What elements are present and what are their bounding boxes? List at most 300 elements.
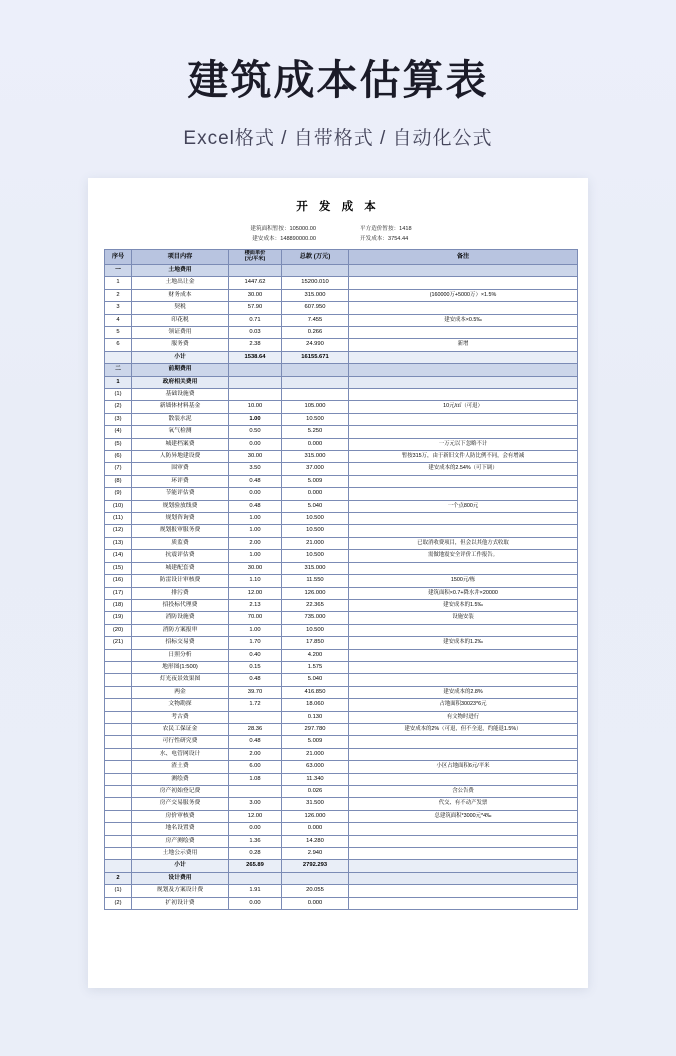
cell-no [105, 736, 132, 748]
cell-total: 18.060 [282, 699, 349, 711]
table-row[interactable] [105, 823, 578, 835]
cell-total [282, 872, 349, 884]
cell-no: (8) [105, 475, 132, 487]
cell-total: 37.000 [282, 463, 349, 475]
cell-unit: 265.89 [229, 860, 282, 872]
cell-item: 环评费 [132, 475, 229, 487]
cell-total: 607.950 [282, 302, 349, 314]
header-no: 序号 [105, 250, 132, 265]
cell-no [105, 748, 132, 760]
cell-no: (3) [105, 413, 132, 425]
cell-item: 抗震评估费 [132, 550, 229, 562]
cell-no [105, 860, 132, 872]
cell-item: 消防设施费 [132, 612, 229, 624]
cell-total: 7.455 [282, 314, 349, 326]
cell-no: (7) [105, 463, 132, 475]
table-row[interactable] [105, 376, 578, 388]
cell-remark: 总建筑面积*3000元*4‰ [349, 810, 578, 822]
cell-item: 质监费 [132, 537, 229, 549]
cell-unit [229, 786, 282, 798]
header-unit-sub: (元/平米) [244, 255, 266, 262]
table-row[interactable] [105, 401, 578, 413]
cell-total: 315.000 [282, 451, 349, 463]
cell-total [282, 376, 349, 388]
cell-item: 服务费 [132, 339, 229, 351]
cell-no [105, 699, 132, 711]
cell-item: 招投标代理费 [132, 599, 229, 611]
table-row[interactable] [105, 302, 578, 314]
cell-no: 5 [105, 326, 132, 338]
cell-total: 735.000 [282, 612, 349, 624]
table-row[interactable] [105, 413, 578, 425]
cell-remark [349, 823, 578, 835]
cell-no: 4 [105, 314, 132, 326]
table-row[interactable] [105, 761, 578, 773]
cell-no [105, 798, 132, 810]
cell-unit [229, 711, 282, 723]
cell-remark [349, 264, 578, 276]
table-row[interactable] [105, 326, 578, 338]
table-row[interactable] [105, 513, 578, 525]
cell-total [282, 389, 349, 401]
cell-remark [349, 488, 578, 500]
table-row[interactable] [105, 699, 578, 711]
cell-item: 渣土费 [132, 761, 229, 773]
cell-total: 5.009 [282, 475, 349, 487]
table-row[interactable] [105, 264, 578, 276]
cell-item: 地名设置费 [132, 823, 229, 835]
table-row[interactable] [105, 649, 578, 661]
cell-no: (6) [105, 451, 132, 463]
cell-remark: 设施安装 [349, 612, 578, 624]
cell-unit: 0.50 [229, 426, 282, 438]
cell-unit: 30.00 [229, 562, 282, 574]
cell-no: 二 [105, 364, 132, 376]
cell-unit: 12.00 [229, 587, 282, 599]
cell-remark [349, 885, 578, 897]
cell-item: 人防异地建设费 [132, 451, 229, 463]
cell-unit: 3.50 [229, 463, 282, 475]
cell-item: 房产交易服务费 [132, 798, 229, 810]
cell-no: 3 [105, 302, 132, 314]
cell-unit: 1.36 [229, 835, 282, 847]
header-remark: 备注 [349, 250, 578, 265]
table-header [105, 250, 578, 265]
header-item: 项目内容 [132, 250, 229, 265]
cell-unit: 28.36 [229, 723, 282, 735]
cell-unit: 2.38 [229, 339, 282, 351]
cell-no: 2 [105, 872, 132, 884]
cell-item: 房产测绘费 [132, 835, 229, 847]
cell-remark [349, 277, 578, 289]
cell-item: 可行性研究费 [132, 736, 229, 748]
table-row[interactable] [105, 587, 578, 599]
cell-total: 126.000 [282, 587, 349, 599]
cell-total: 17.850 [282, 637, 349, 649]
cell-total: 10.500 [282, 513, 349, 525]
cell-unit: 2.00 [229, 537, 282, 549]
cell-no [105, 773, 132, 785]
cell-remark [349, 848, 578, 860]
cell-unit: 1.70 [229, 637, 282, 649]
cell-unit: 12.00 [229, 810, 282, 822]
cell-unit: 57.90 [229, 302, 282, 314]
table-row[interactable] [105, 289, 578, 301]
cell-no: (18) [105, 599, 132, 611]
cell-unit: 70.00 [229, 612, 282, 624]
cell-remark: 建筑面积×0.7+降水井×20000 [349, 587, 578, 599]
cell-unit: 2.00 [229, 748, 282, 760]
table-row[interactable] [105, 624, 578, 636]
table-row[interactable] [105, 612, 578, 624]
cell-unit [229, 872, 282, 884]
cell-remark: 占地面积30023*6元 [349, 699, 578, 711]
cell-no: 6 [105, 339, 132, 351]
table-row[interactable] [105, 463, 578, 475]
cell-remark [349, 413, 578, 425]
table-body [105, 264, 578, 909]
cell-total: 315.000 [282, 289, 349, 301]
cell-remark [349, 513, 578, 525]
table-row[interactable] [105, 711, 578, 723]
table-row[interactable] [105, 389, 578, 401]
cell-total: 0.000 [282, 488, 349, 500]
cell-remark [349, 661, 578, 673]
cell-no: (1) [105, 389, 132, 401]
cell-item: 氧气检测 [132, 426, 229, 438]
table-row[interactable] [105, 835, 578, 847]
cell-total: 0.130 [282, 711, 349, 723]
table-row[interactable] [105, 674, 578, 686]
cell-remark: 小区占地面积6元/平米 [349, 761, 578, 773]
cell-total: 10.500 [282, 550, 349, 562]
cell-total: 2.940 [282, 848, 349, 860]
meta-unit-price: 平方造价暂按：1418 [360, 226, 412, 232]
cell-total: 315.000 [282, 562, 349, 574]
cell-item: 土地出让金 [132, 277, 229, 289]
cell-unit: 1.00 [229, 624, 282, 636]
table-row[interactable] [105, 798, 578, 810]
table-row[interactable] [105, 736, 578, 748]
cell-no [105, 351, 132, 363]
table-row[interactable] [105, 475, 578, 487]
cell-remark: 有文物时进行 [349, 711, 578, 723]
table-row[interactable] [105, 575, 578, 587]
cell-no: (4) [105, 426, 132, 438]
table-row[interactable] [105, 562, 578, 574]
cell-unit: 1.72 [229, 699, 282, 711]
cell-item: 防雷设计审核费 [132, 575, 229, 587]
cell-unit: 1.00 [229, 525, 282, 537]
cell-remark [349, 624, 578, 636]
cell-total: 10.500 [282, 624, 349, 636]
cell-item: 地形图(1:500) [132, 661, 229, 673]
cell-unit: 0.71 [229, 314, 282, 326]
cell-remark: 建安成本的2.8% [349, 686, 578, 698]
cell-item: 考古费 [132, 711, 229, 723]
cell-no: (16) [105, 575, 132, 587]
cell-total: 1.575 [282, 661, 349, 673]
cell-remark: 暂按315万，由于新旧文件人防比例不同，会有增减 [349, 451, 578, 463]
cell-total: 31.500 [282, 798, 349, 810]
cost-table[interactable] [104, 249, 578, 910]
cell-no: (2) [105, 897, 132, 909]
table-row[interactable] [105, 860, 578, 872]
cell-item: 散装水泥 [132, 413, 229, 425]
meta-building-area: 建筑面积暂按：105000.00 [250, 226, 316, 232]
cell-no: (2) [105, 401, 132, 413]
cell-item: 城建档案费 [132, 438, 229, 450]
sheet-title: 开 发 成 本 [296, 201, 380, 213]
cell-item: 灯光夜景效果图 [132, 674, 229, 686]
table-row[interactable] [105, 872, 578, 884]
spreadsheet-preview[interactable] [88, 178, 588, 988]
cell-unit: 0.40 [229, 649, 282, 661]
cell-total: 63.000 [282, 761, 349, 773]
cell-item: 测绘费 [132, 773, 229, 785]
cell-unit: 1447.62 [229, 277, 282, 289]
cell-no: (15) [105, 562, 132, 574]
cell-remark: 代交、有不动产发票 [349, 798, 578, 810]
cell-item: 政府相关费用 [132, 376, 229, 388]
table-row[interactable] [105, 277, 578, 289]
cell-remark [349, 389, 578, 401]
cell-unit: 0.48 [229, 475, 282, 487]
cell-item: 设计费用 [132, 872, 229, 884]
cell-item: 文物勘探 [132, 699, 229, 711]
table-row[interactable] [105, 810, 578, 822]
cell-unit: 1538.64 [229, 351, 282, 363]
cell-remark [349, 872, 578, 884]
table-row[interactable] [105, 364, 578, 376]
cell-remark: (160000万+5000万）×1.5% [349, 289, 578, 301]
cell-total: 0.000 [282, 897, 349, 909]
table-row[interactable] [105, 723, 578, 735]
cell-item: 节能评估费 [132, 488, 229, 500]
table-row[interactable] [105, 773, 578, 785]
cell-no [105, 835, 132, 847]
cell-total: 22.365 [282, 599, 349, 611]
cell-no: 一 [105, 264, 132, 276]
cell-total: 4.200 [282, 649, 349, 661]
table-row[interactable] [105, 438, 578, 450]
cell-remark [349, 426, 578, 438]
cell-total: 2792.293 [282, 860, 349, 872]
meta-development-cost: 开发成本：3754.44 [360, 236, 409, 242]
table-row[interactable] [105, 339, 578, 351]
cell-total [282, 364, 349, 376]
table-row[interactable] [105, 550, 578, 562]
cell-no: (21) [105, 637, 132, 649]
cell-total: 5.040 [282, 500, 349, 512]
cell-remark [349, 897, 578, 909]
cell-remark [349, 475, 578, 487]
cell-remark: 建安成本的2.54%（可下调） [349, 463, 578, 475]
cell-no [105, 674, 132, 686]
cell-total: 14.280 [282, 835, 349, 847]
cell-remark [349, 562, 578, 574]
cell-item: 两金 [132, 686, 229, 698]
hero-banner [0, 0, 676, 150]
cell-remark [349, 326, 578, 338]
cell-remark: 一万元以下忽略不计 [349, 438, 578, 450]
cell-unit: 0.48 [229, 500, 282, 512]
cell-total: 21.000 [282, 748, 349, 760]
cell-remark: 建安成本×0.5‰ [349, 314, 578, 326]
table-row[interactable] [105, 488, 578, 500]
cell-remark [349, 773, 578, 785]
cell-total: 297.780 [282, 723, 349, 735]
sheet-meta [104, 224, 572, 242]
cell-unit: 1.10 [229, 575, 282, 587]
page-subtitle: Excel格式 / 自带格式 / 自动化公式 [183, 128, 493, 150]
cell-total: 5.009 [282, 736, 349, 748]
cell-unit: 0.03 [229, 326, 282, 338]
cell-remark: 需做地震安全评价工作报告。 [349, 550, 578, 562]
cell-item: 消防方案报审 [132, 624, 229, 636]
cell-total: 10.500 [282, 525, 349, 537]
meta-construction-cost: 建安成本：148890000.00 [252, 236, 316, 242]
cell-item: 规划及方案设计费 [132, 885, 229, 897]
cell-remark: 建安成本的2%（可退，但不全退，约能退1.5%） [349, 723, 578, 735]
cell-no: (13) [105, 537, 132, 549]
table-row[interactable] [105, 637, 578, 649]
table-row[interactable] [105, 599, 578, 611]
cell-no [105, 761, 132, 773]
cell-remark [349, 302, 578, 314]
cell-remark: 含公告费 [349, 786, 578, 798]
cell-unit: 0.00 [229, 438, 282, 450]
header-total: 总款 (万元) [282, 250, 349, 265]
cell-item: 招标交易费 [132, 637, 229, 649]
cell-unit: 39.70 [229, 686, 282, 698]
cell-item: 房价审核费 [132, 810, 229, 822]
header-unit [229, 250, 282, 265]
table-row[interactable] [105, 885, 578, 897]
cell-remark [349, 860, 578, 872]
cell-no: (20) [105, 624, 132, 636]
table-row[interactable] [105, 848, 578, 860]
cell-no [105, 649, 132, 661]
cell-item: 土地公示费用 [132, 848, 229, 860]
cell-no: (10) [105, 500, 132, 512]
cell-unit [229, 264, 282, 276]
cell-unit: 1.00 [229, 413, 282, 425]
table-row[interactable] [105, 500, 578, 512]
cell-item: 日照分析 [132, 649, 229, 661]
header-row [105, 250, 578, 265]
cell-no [105, 661, 132, 673]
cell-remark: 1500元/栋 [349, 575, 578, 587]
cell-total: 0.000 [282, 438, 349, 450]
cell-unit: 0.15 [229, 661, 282, 673]
cell-unit: 0.48 [229, 674, 282, 686]
table-row[interactable] [105, 686, 578, 698]
cell-total: 0.266 [282, 326, 349, 338]
meta-row [104, 224, 572, 232]
cell-unit: 0.00 [229, 823, 282, 835]
cell-unit: 0.48 [229, 736, 282, 748]
cell-no: (11) [105, 513, 132, 525]
cell-item: 围审费 [132, 463, 229, 475]
cell-remark: 新增 [349, 339, 578, 351]
cell-unit: 1.00 [229, 513, 282, 525]
cell-item: 契税 [132, 302, 229, 314]
table-row[interactable] [105, 786, 578, 798]
cell-unit: 30.00 [229, 289, 282, 301]
cell-total: 11.550 [282, 575, 349, 587]
table-row[interactable] [105, 451, 578, 463]
cell-no: (12) [105, 525, 132, 537]
cell-total: 15200.010 [282, 277, 349, 289]
cell-remark: 一个点800元 [349, 500, 578, 512]
table-row[interactable] [105, 661, 578, 673]
cell-item: 基础设施费 [132, 389, 229, 401]
cell-total: 10.500 [282, 413, 349, 425]
cell-unit: 2.13 [229, 599, 282, 611]
cell-no [105, 810, 132, 822]
meta-row [104, 234, 572, 242]
table-row[interactable] [105, 351, 578, 363]
cell-total: 5.040 [282, 674, 349, 686]
cell-no: 1 [105, 277, 132, 289]
table-row[interactable] [105, 525, 578, 537]
cell-item: 前期费用 [132, 364, 229, 376]
cell-no: 2 [105, 289, 132, 301]
table-row[interactable] [105, 537, 578, 549]
cell-item: 规划验放线费 [132, 500, 229, 512]
cell-item: 水、电管网设计 [132, 748, 229, 760]
cell-remark: 建安成本的1.2‰ [349, 637, 578, 649]
cell-remark [349, 351, 578, 363]
table-row[interactable] [105, 426, 578, 438]
cell-item: 印花税 [132, 314, 229, 326]
cell-unit: 0.00 [229, 897, 282, 909]
header-unit-main: 楼面单价 [244, 250, 266, 256]
cell-no [105, 823, 132, 835]
cell-unit: 1.91 [229, 885, 282, 897]
cell-unit: 10.00 [229, 401, 282, 413]
cell-unit: 1.08 [229, 773, 282, 785]
cell-total: 11.340 [282, 773, 349, 785]
table-row[interactable] [105, 897, 578, 909]
cell-remark [349, 736, 578, 748]
cell-item: 规划报审服务费 [132, 525, 229, 537]
cell-no [105, 786, 132, 798]
cell-remark [349, 376, 578, 388]
cell-no: 1 [105, 376, 132, 388]
cell-no: (1) [105, 885, 132, 897]
cell-unit [229, 389, 282, 401]
cell-remark [349, 835, 578, 847]
cell-item: 小计 [132, 860, 229, 872]
cell-item: 财务成本 [132, 289, 229, 301]
cell-no: (19) [105, 612, 132, 624]
table-row[interactable] [105, 314, 578, 326]
page-title: 建筑成本估算表 [187, 57, 489, 103]
cell-item: 新墙体材料基金 [132, 401, 229, 413]
cell-unit: 0.00 [229, 488, 282, 500]
cell-remark: 已取消收费项目，但会以其他方式收取 [349, 537, 578, 549]
table-row[interactable] [105, 748, 578, 760]
cell-item: 排污费 [132, 587, 229, 599]
cell-total: 24.990 [282, 339, 349, 351]
cell-total: 0.000 [282, 823, 349, 835]
cell-no [105, 711, 132, 723]
cell-item: 扩初设计费 [132, 897, 229, 909]
cell-no [105, 848, 132, 860]
cell-remark: 10元/㎡（可退） [349, 401, 578, 413]
